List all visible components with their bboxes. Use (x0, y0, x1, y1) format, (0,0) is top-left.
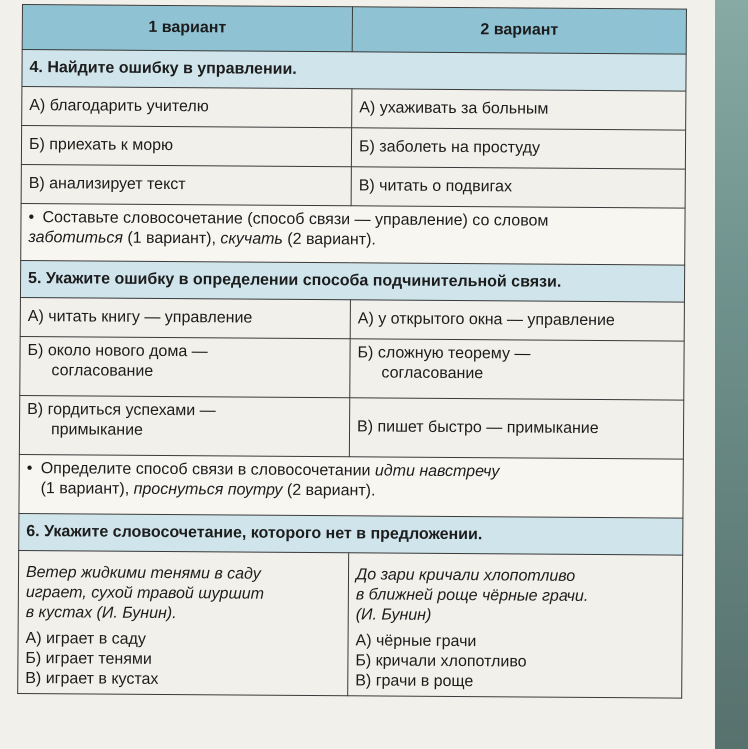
q4-v1-option-a: А) благодарить учителю (22, 87, 352, 128)
question-5-row (20, 260, 684, 302)
note-text: (2 вариант). (282, 481, 376, 500)
note-text: (1 вариант), (40, 480, 134, 498)
table-row (20, 336, 684, 400)
q5-v1-option-c (19, 395, 349, 456)
q5-v1-option-a: А) читать книгу — управление (20, 297, 350, 338)
cell-line: В) гордиться успехами — (27, 401, 216, 420)
quote-line: играет, сухой травой шуршит (25, 584, 265, 603)
table-row (20, 297, 684, 341)
question-4-title: 4. Найдите ошибку в управлении. (22, 50, 686, 92)
q4-task-note (21, 203, 685, 265)
table-row (18, 550, 683, 698)
q4-task-note-row (21, 203, 685, 265)
note-text: Определите способ связи в словосочетании (40, 460, 375, 480)
table-row (22, 87, 686, 131)
q6-v1-cell (18, 550, 349, 695)
q5-v2-option-b (350, 339, 684, 400)
q4-v2-option-b: Б) заболеть на простуду (351, 128, 685, 169)
question-6-row (19, 513, 683, 555)
quote-line: в ближней роще чёрные грачи. (355, 586, 589, 605)
q5-task-note (19, 454, 683, 518)
quote-line: До зари кричали хлопотливо (355, 566, 576, 585)
cell-line: Б) около нового дома — (27, 342, 208, 361)
q6-v2-option-a: А) чёрные грачи (355, 632, 477, 651)
question-6-title: 6. Укажите словосочетание, которого нет в предложении. (19, 513, 683, 555)
q6-v1-option-a: А) играет в саду (25, 630, 146, 648)
q4-v1-option-c: В) анализирует текст (21, 164, 351, 205)
q4-v2-option-a: А) ухаживать за больным (352, 89, 686, 130)
q6-v1-option-b: Б) играет тенями (25, 650, 152, 668)
q5-v1-option-b (20, 336, 350, 397)
question-5-title: 5. Укажите ошибку в определении способа подчинительной связи. (20, 260, 684, 302)
note-word-2: скучать (220, 230, 283, 248)
q5-v2-option-a: А) у открытого окна — управление (350, 300, 684, 341)
note-text: (2 вариант). (282, 230, 376, 249)
table-header-row (22, 5, 686, 55)
cell-line: согласование (51, 362, 154, 380)
quote-line: в кустах (И. Бунин). (25, 604, 177, 623)
q6-v2-cell (348, 553, 683, 698)
bullet-icon: • (26, 460, 33, 478)
bullet-icon: • (28, 209, 35, 227)
note-word-1: заботиться (28, 229, 124, 247)
note-word-1: идти навстречу (374, 462, 500, 481)
note-word-2: проснуться поутру (133, 480, 283, 499)
table-row (21, 164, 685, 208)
q4-v1-option-b: Б) приехать к морю (21, 126, 351, 167)
variant-2-header: 2 вариант (352, 7, 686, 54)
q6-v2-option-b: Б) кричали хлопотливо (355, 652, 527, 671)
q5-v2-option-c: В) пишет быстро — примыкание (349, 398, 683, 459)
quote-line: Ветер жидкими тенями в саду (25, 564, 261, 583)
exercise-table (17, 4, 687, 699)
cell-line: Б) сложную теорему — (357, 344, 531, 363)
table-row (21, 126, 685, 170)
cell-line: примыкание (50, 421, 144, 439)
q6-v1-option-c: В) играет в кустах (25, 670, 159, 688)
question-4-row (22, 50, 686, 92)
note-text: Составьте словосочетание (способ связи — управление) со словом (42, 209, 549, 230)
cell-line: согласование (381, 364, 484, 383)
q4-v2-option-c: В) читать о подвигах (351, 167, 685, 208)
variant-1-header: 1 вариант (22, 5, 352, 52)
q5-task-note-row (19, 454, 683, 518)
table-row (19, 395, 683, 459)
quote-line: (И. Бунин) (355, 606, 432, 624)
note-text: (1 вариант), (122, 229, 221, 248)
q6-v2-option-c: В) грачи в роще (355, 672, 474, 691)
